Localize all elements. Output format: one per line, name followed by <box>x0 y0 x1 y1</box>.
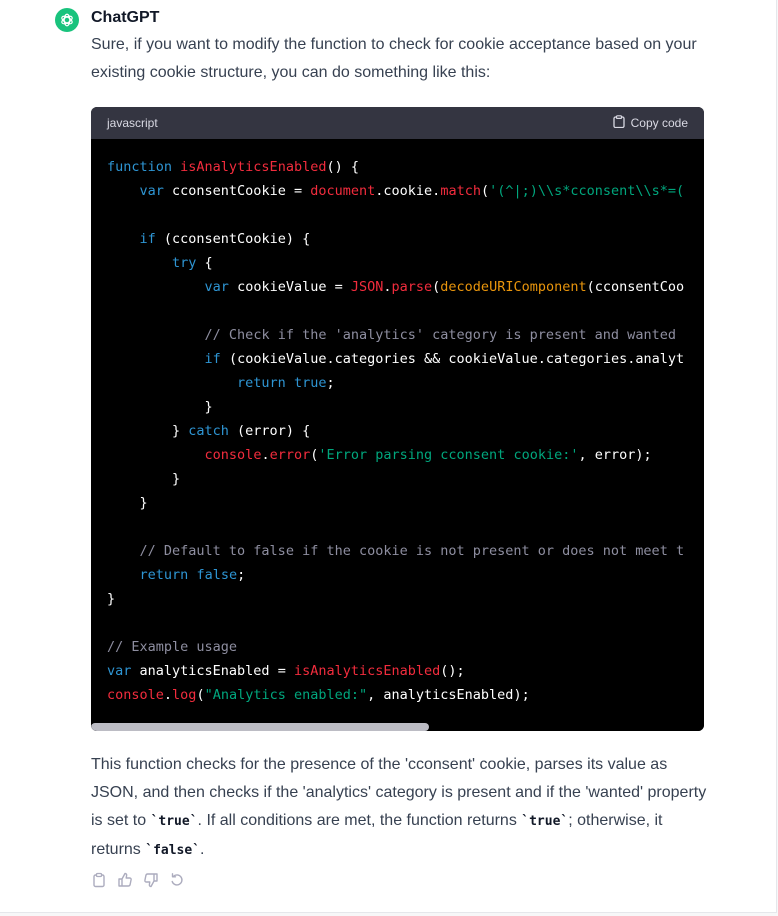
code-line <box>107 563 245 587</box>
scrollbar-thumb[interactable] <box>91 723 429 731</box>
code-token: ( <box>196 687 205 703</box>
code-token: JSON <box>350 279 384 295</box>
code-line <box>107 395 213 419</box>
code-token: . <box>375 183 384 199</box>
code-token: ( <box>310 447 319 463</box>
code-token: . <box>163 687 173 703</box>
thumbs-down-icon[interactable] <box>143 872 159 888</box>
code-line <box>107 251 213 275</box>
code-token: (); <box>440 663 465 679</box>
code-line <box>107 587 115 611</box>
code-token: } <box>107 399 213 415</box>
code-token: if <box>139 231 156 247</box>
chatgpt-logo-icon <box>55 8 79 32</box>
clipboard-icon <box>613 115 625 131</box>
code-token: (cconsentCookie) { <box>155 231 311 247</box>
code-token: } <box>107 423 189 439</box>
code-header <box>91 107 704 139</box>
code-token: } <box>107 591 116 607</box>
code-token: { <box>196 255 213 271</box>
code-line <box>107 371 335 395</box>
code-token <box>286 375 294 391</box>
code-token: function <box>107 159 181 175</box>
code-token: , error); <box>578 447 652 463</box>
code-token: cconsentCookie = <box>163 183 311 199</box>
code-token: if <box>204 351 221 367</box>
code-token <box>107 351 205 367</box>
outro-text-2: . If all conditions are met, the function returns <box>197 812 522 829</box>
code-token: . <box>383 279 392 295</box>
code-token: (error) { <box>228 423 311 439</box>
code-token: console <box>204 447 262 463</box>
code-line <box>107 659 465 683</box>
code-token: ; <box>237 567 246 583</box>
code-line <box>107 275 684 299</box>
code-token: return <box>237 375 286 391</box>
outro-text-4: . <box>200 841 205 858</box>
code-token <box>107 255 172 271</box>
copy-icon[interactable] <box>91 872 107 888</box>
code-line <box>107 635 237 659</box>
outro-text-1: This function checks for the presence of the 'cconsent' cookie, parses its value as JSON, and then checks if the 'analytics' category is present and if the 'wanted' property is set to <box>91 756 707 829</box>
code-language: javascript <box>107 116 158 130</box>
code-token <box>107 231 140 247</box>
code-line <box>107 539 684 563</box>
code-line <box>107 155 359 179</box>
code-token <box>107 183 140 199</box>
code-token: decodeURIComponent <box>440 279 587 295</box>
code-line <box>107 227 310 251</box>
code-token: '(^|;)\\s*cconsent\\s*=( <box>489 183 685 199</box>
code-token: (cookieValue.categories && cookieValue.categories.analyt <box>220 351 685 367</box>
code-token: () { <box>326 159 359 175</box>
code-token: document <box>310 183 376 199</box>
code-token: false <box>196 567 238 583</box>
code-token <box>107 447 205 463</box>
code-token: var <box>107 663 132 679</box>
inline-code-true-2: `true` <box>521 814 569 829</box>
code-token: isAnalyticsEnabled <box>180 159 327 175</box>
code-token: ( <box>432 279 441 295</box>
code-token: try <box>172 255 197 271</box>
inline-code-true-1: `true` <box>150 814 198 829</box>
code-token <box>107 543 140 559</box>
code-token: error <box>269 447 311 463</box>
code-token: . <box>261 447 270 463</box>
code-token <box>107 327 205 343</box>
code-token: cookieValue = <box>228 279 351 295</box>
message-actions <box>91 871 185 889</box>
code-line <box>107 683 530 707</box>
code-line <box>107 467 180 491</box>
outro-text <box>91 751 709 865</box>
code-token: "Analytics enabled:" <box>204 687 368 703</box>
code-token <box>107 375 237 391</box>
code-token: (cconsentCoo <box>586 279 685 295</box>
code-line <box>107 347 684 371</box>
intro-text: Sure, if you want to modify the function to check for cookie acceptance based on your existing cookie structure, you can do something like this: <box>91 36 697 81</box>
code-token: cookie <box>383 183 433 199</box>
code-line <box>107 179 684 203</box>
code-line <box>107 323 676 347</box>
code-token: 'Error parsing cconsent cookie:' <box>318 447 579 463</box>
code-token: , analyticsEnabled); <box>367 687 530 703</box>
code-token: } <box>107 471 181 487</box>
code-line <box>107 419 310 443</box>
code-token: // Example usage <box>107 639 238 655</box>
code-token: var <box>139 183 164 199</box>
code-token: ; <box>326 375 335 391</box>
inline-code-false: `false` <box>145 843 201 858</box>
code-line <box>107 443 652 467</box>
code-token <box>107 567 140 583</box>
code-token: // Check if the 'analytics' category is present and wanted <box>204 327 676 343</box>
code-token: catch <box>188 423 229 439</box>
horizontal-scrollbar[interactable] <box>91 721 704 731</box>
code-token: var <box>204 279 229 295</box>
author-name: ChatGPT <box>91 9 160 26</box>
code-token: match <box>440 183 481 199</box>
code-token: true <box>293 375 327 391</box>
copy-code-label: Copy code <box>630 116 688 130</box>
outro-text-3: ; otherwise, it returns <box>91 812 663 858</box>
code-content <box>91 139 704 731</box>
code-token: console <box>107 687 164 703</box>
code-line <box>107 491 148 515</box>
code-token: } <box>107 495 148 511</box>
code-token: analyticsEnabled = <box>131 663 294 679</box>
thumbs-up-icon[interactable] <box>117 872 133 888</box>
code-token: return <box>139 567 189 583</box>
code-token: ( <box>480 183 490 199</box>
code-token: parse <box>391 279 433 295</box>
regenerate-icon[interactable] <box>169 872 185 888</box>
code-token <box>107 279 205 295</box>
copy-code-button[interactable] <box>613 115 688 131</box>
code-token: // Default to false if the cookie is not present or does not meet t <box>139 543 685 559</box>
code-block <box>91 107 704 731</box>
code-token: log <box>172 687 197 703</box>
code-token: . <box>432 183 441 199</box>
code-token: isAnalyticsEnabled <box>293 663 441 679</box>
